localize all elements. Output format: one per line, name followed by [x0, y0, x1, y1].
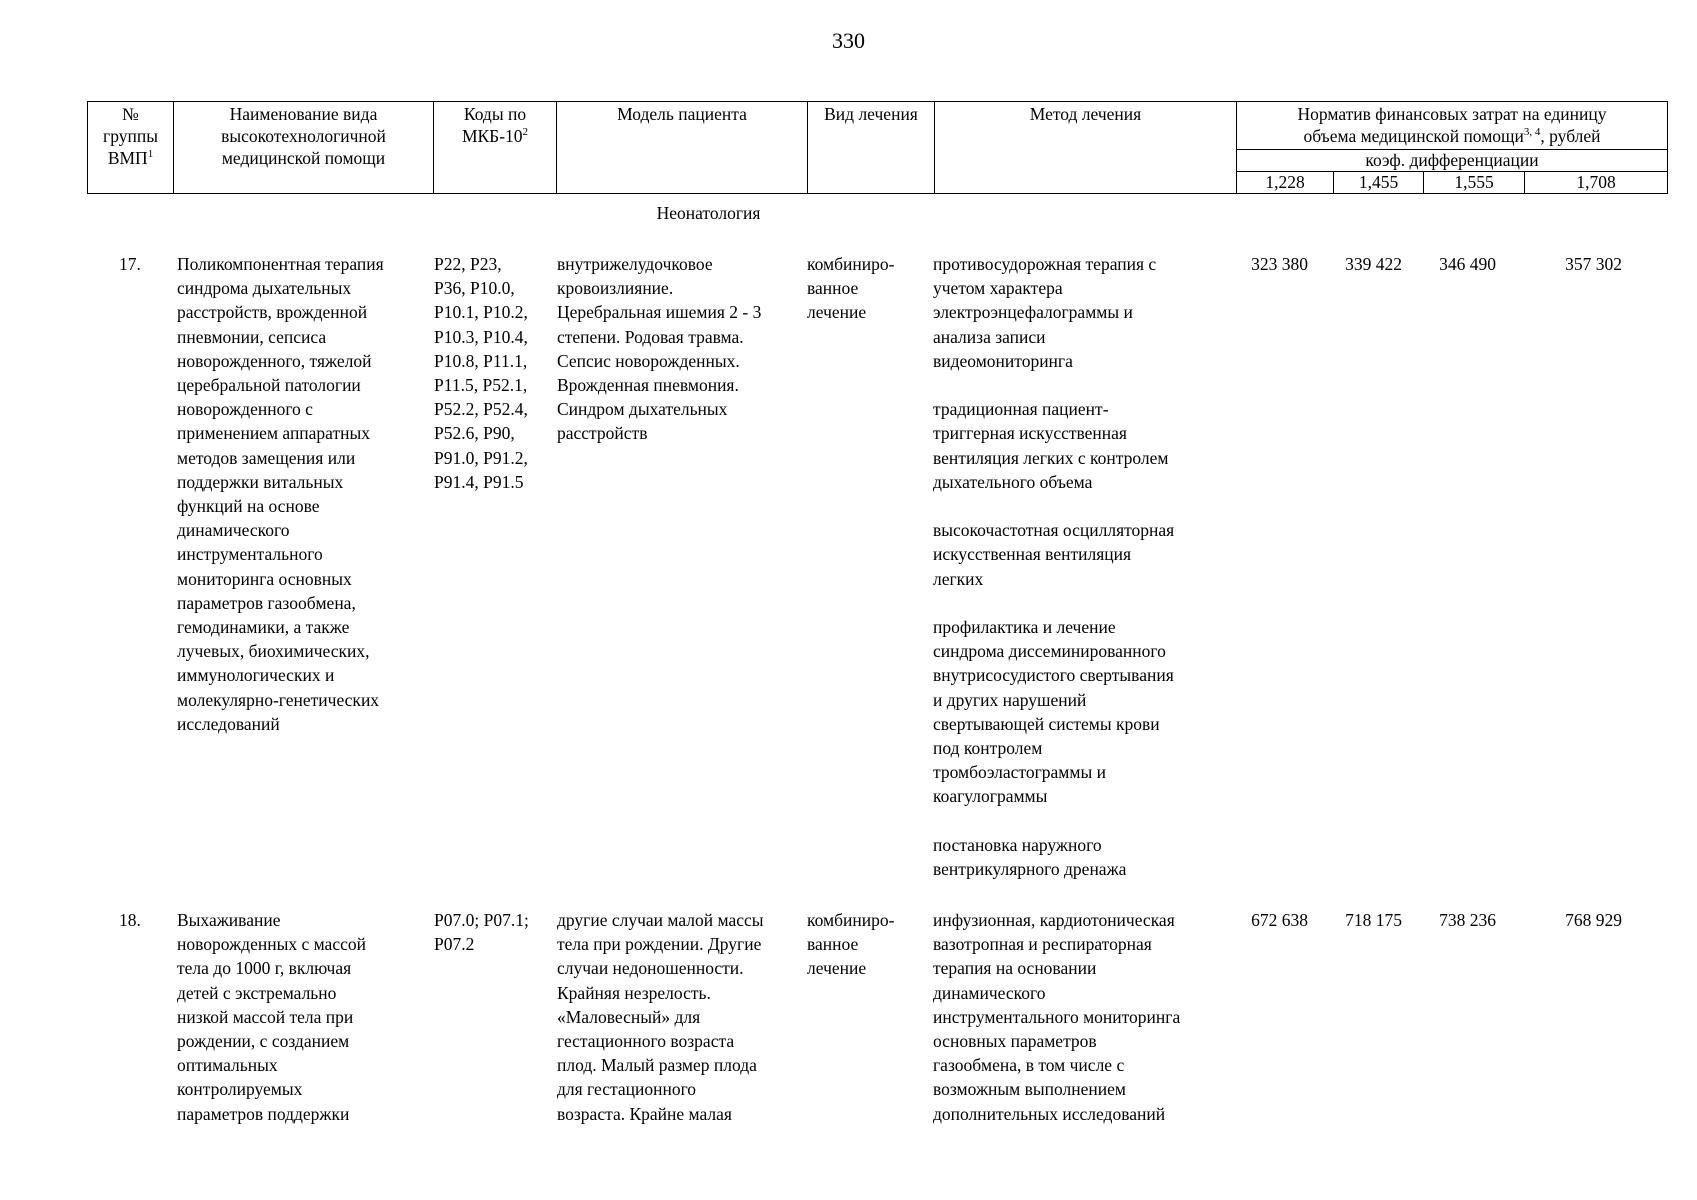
method-line: дополнительных исследований — [933, 1103, 1166, 1124]
method-item — [933, 833, 1233, 881]
patient-model — [557, 908, 807, 1126]
treatment-methods — [933, 252, 1233, 881]
cell-line: методов замещения или — [177, 447, 356, 468]
header-icd-codes-l1: Коды по — [463, 104, 527, 124]
header-coef-3: 1,555 — [1424, 171, 1525, 193]
cell-line: P22, P23, — [434, 254, 502, 274]
method-line: учетом характера — [933, 278, 1063, 299]
cell-line: лечение — [807, 958, 867, 979]
cell-line: P10.8, P11.1, — [434, 350, 528, 371]
cell-line: степени. Родовая травма. — [557, 326, 744, 347]
cell-line: новорожденного с — [177, 399, 313, 420]
cell-line: P07.2 — [434, 934, 475, 955]
method-item — [933, 908, 1233, 1126]
cell-line: другие случаи малой массы — [557, 910, 764, 930]
method-item — [933, 615, 1233, 809]
header-care-type-name-l1: Наименование вида — [229, 104, 378, 124]
method-line: анализа записи — [933, 326, 1046, 347]
header-coef-2: 1,455 — [1334, 171, 1424, 193]
patient-model — [557, 252, 807, 446]
price-coef-1: 672 638 — [1251, 910, 1308, 930]
header-treatment-type: Вид лечения — [808, 102, 935, 194]
icd-codes — [434, 908, 552, 956]
method-line: синдрома диссеминированного — [933, 641, 1166, 662]
row-number: 18. — [119, 910, 141, 930]
header-coef-1: 1,228 — [1237, 171, 1334, 193]
cell-line: детей с экстремально — [177, 982, 337, 1003]
cell-line: P36, P10.0, — [434, 278, 515, 299]
header-cost-norm — [1237, 102, 1668, 150]
header-icd-codes-l2: МКБ-10 — [461, 125, 523, 146]
cell-line: исследований — [177, 713, 280, 734]
method-line: инструментального мониторинга — [933, 1006, 1181, 1027]
cell-line: «Маловесный» для — [557, 1006, 701, 1027]
footnote-ref-2: 2 — [522, 126, 529, 139]
method-line: дыхательного объема — [933, 471, 1093, 492]
header-group-number-l2: группы — [103, 125, 158, 146]
cell-line: кровоизлияние. — [557, 278, 674, 299]
cell-line: возраста. Крайне малая — [557, 1103, 732, 1124]
cell-line: P10.3, P10.4, — [434, 326, 528, 347]
price-coef-4: 768 929 — [1565, 910, 1622, 930]
price-coef-1: 323 380 — [1251, 254, 1308, 274]
icd-codes — [434, 252, 552, 494]
header-care-type-name — [174, 102, 434, 194]
header-cost-norm-l1: Норматив финансовых затрат на единицу — [1297, 104, 1607, 124]
header-icd-codes — [434, 102, 557, 194]
cell-line: тела при рождении. Другие — [557, 934, 762, 955]
cell-line: Сепсис новорожденных. — [557, 350, 740, 371]
cell-line: мониторинга основных — [177, 568, 352, 589]
cell-line: расстройств — [557, 423, 648, 444]
method-line: противосудорожная терапия с — [933, 254, 1157, 274]
method-line: видеомониторинга — [933, 350, 1073, 371]
cell-line: комбиниро- — [807, 254, 895, 274]
header-care-type-name-l2: высокотехнологичной — [221, 125, 386, 146]
cell-line: внутрижелудочковое — [557, 254, 713, 274]
cell-line: параметров поддержки — [177, 1103, 350, 1124]
method-line: основных параметров — [933, 1031, 1097, 1052]
header-cost-norm-unit: , рублей — [1540, 125, 1601, 146]
cell-line: синдрома дыхательных — [177, 278, 352, 299]
cell-line: церебральной патологии — [177, 375, 361, 396]
header-group-number — [88, 102, 174, 194]
method-line: газообмена, в том числе с — [933, 1055, 1125, 1076]
header-group-number-l1: № — [122, 104, 139, 124]
table-header — [87, 101, 1668, 194]
method-line: динамического — [933, 982, 1046, 1003]
method-item — [933, 252, 1233, 373]
cell-line: плод. Малый размер плода — [557, 1055, 757, 1076]
method-line: терапия на основании — [933, 958, 1097, 979]
cell-line: Синдром дыхательных — [557, 399, 728, 420]
cell-line: Поликомпонентная терапия — [177, 254, 384, 274]
cell-line: Врожденная пневмония. — [557, 375, 739, 396]
cell-line: гестационного возраста — [557, 1031, 735, 1052]
method-line: возможным выполнением — [933, 1079, 1126, 1100]
method-item — [933, 518, 1233, 591]
method-line: вентиляция легких с контролем — [933, 447, 1169, 468]
method-line: легких — [933, 568, 984, 589]
cell-line: новорожденных с массой — [177, 934, 366, 955]
cell-line: P52.6, P90, — [434, 423, 515, 444]
method-line: триггерная искусственная — [933, 423, 1127, 444]
method-line: высокочастотная осцилляторная — [933, 520, 1175, 541]
cell-line: P07.0; P07.1; — [434, 910, 529, 930]
cell-line: инструментального — [177, 544, 323, 565]
header-patient-model: Модель пациента — [557, 102, 808, 194]
method-line: инфузионная, кардиотоническая — [933, 910, 1175, 930]
method-line: электроэнцефалограммы и — [933, 302, 1133, 323]
method-line: и других нарушений — [933, 689, 1087, 710]
price-coef-3: 346 490 — [1439, 254, 1496, 274]
care-type-name — [177, 252, 432, 736]
method-line: тромбоэластограммы и — [933, 762, 1106, 783]
cell-line: ванное — [807, 278, 859, 299]
cell-line: новорожденного, тяжелой — [177, 350, 372, 371]
footnote-ref-3-4: 3, 4 — [1523, 126, 1541, 139]
method-line: традиционная пациент- — [933, 399, 1109, 420]
treatment-type — [807, 908, 927, 981]
cell-line: тела до 1000 г, включая — [177, 958, 352, 979]
cell-line: молекулярно-генетических — [177, 689, 380, 710]
footnote-ref-1: 1 — [147, 147, 154, 160]
method-line: коагулограммы — [933, 786, 1048, 807]
cell-line: динамического — [177, 520, 290, 541]
price-coef-2: 339 422 — [1345, 254, 1402, 274]
cell-line: лечение — [807, 302, 867, 323]
treatment-type — [807, 252, 927, 325]
cell-line: поддержки витальных — [177, 471, 344, 492]
cell-line: Церебральная ишемия 2 - 3 — [557, 302, 762, 323]
price-coef-3: 738 236 — [1439, 910, 1496, 930]
cell-line: Крайняя незрелость. — [557, 982, 711, 1003]
method-line: под контролем — [933, 738, 1043, 759]
header-coef-4: 1,708 — [1525, 171, 1668, 193]
cell-line: P91.4, P91.5 — [434, 471, 524, 492]
row-number: 17. — [119, 254, 141, 274]
header-group-number-l3: ВМП — [107, 147, 148, 168]
cell-line: лучевых, биохимических, — [177, 641, 370, 662]
price-coef-2: 718 175 — [1345, 910, 1402, 930]
price-coef-4: 357 302 — [1565, 254, 1622, 274]
cell-line: случаи недоношенности. — [557, 958, 744, 979]
cell-line: P11.5, P52.1, — [434, 375, 528, 396]
method-item — [933, 397, 1233, 494]
cell-line: пневмонии, сепсиса — [177, 326, 327, 347]
cell-line: низкой массой тела при — [177, 1006, 354, 1027]
header-treatment-method: Метод лечения — [935, 102, 1237, 194]
treatment-methods — [933, 908, 1233, 1126]
cell-line: для гестационного — [557, 1079, 697, 1100]
cell-line: ванное — [807, 934, 859, 955]
header-coef-label: коэф. дифференциации — [1237, 149, 1668, 171]
section-title: Неонатология — [656, 203, 761, 223]
page-number: 330 — [832, 28, 865, 53]
cell-line: комбиниро- — [807, 910, 895, 930]
cell-line: P10.1, P10.2, — [434, 302, 528, 323]
method-line: профилактика и лечение — [933, 617, 1116, 637]
cell-line: гемодинамики, а также — [177, 617, 350, 638]
cell-line: P52.2, P52.4, — [434, 399, 528, 420]
method-line: свертывающей системы крови — [933, 713, 1160, 734]
cell-line: иммунологических и — [177, 665, 335, 686]
cell-line: функций на основе — [177, 496, 320, 517]
care-type-name — [177, 908, 432, 1126]
method-line: вазотропная и респираторная — [933, 934, 1152, 955]
cell-line: расстройств, врожденной — [177, 302, 368, 323]
method-line: постановка наружного — [933, 834, 1102, 855]
header-cost-norm-l2: объема медицинской помощи — [1303, 125, 1524, 146]
cell-line: P91.0, P91.2, — [434, 447, 528, 468]
method-line: искусственная вентиляция — [933, 544, 1132, 565]
cell-line: Выхаживание — [177, 910, 281, 930]
header-care-type-name-l3: медицинской помощи — [221, 147, 386, 168]
cell-line: применением аппаратных — [177, 423, 371, 444]
cell-line: контролируемых — [177, 1079, 303, 1100]
method-line: вентрикулярного дренажа — [933, 859, 1127, 880]
cell-line: параметров газообмена, — [177, 592, 356, 613]
cell-line: оптимальных — [177, 1055, 278, 1076]
cell-line: рождении, с созданием — [177, 1031, 350, 1052]
method-line: внутрисосудистого свертывания — [933, 665, 1174, 686]
